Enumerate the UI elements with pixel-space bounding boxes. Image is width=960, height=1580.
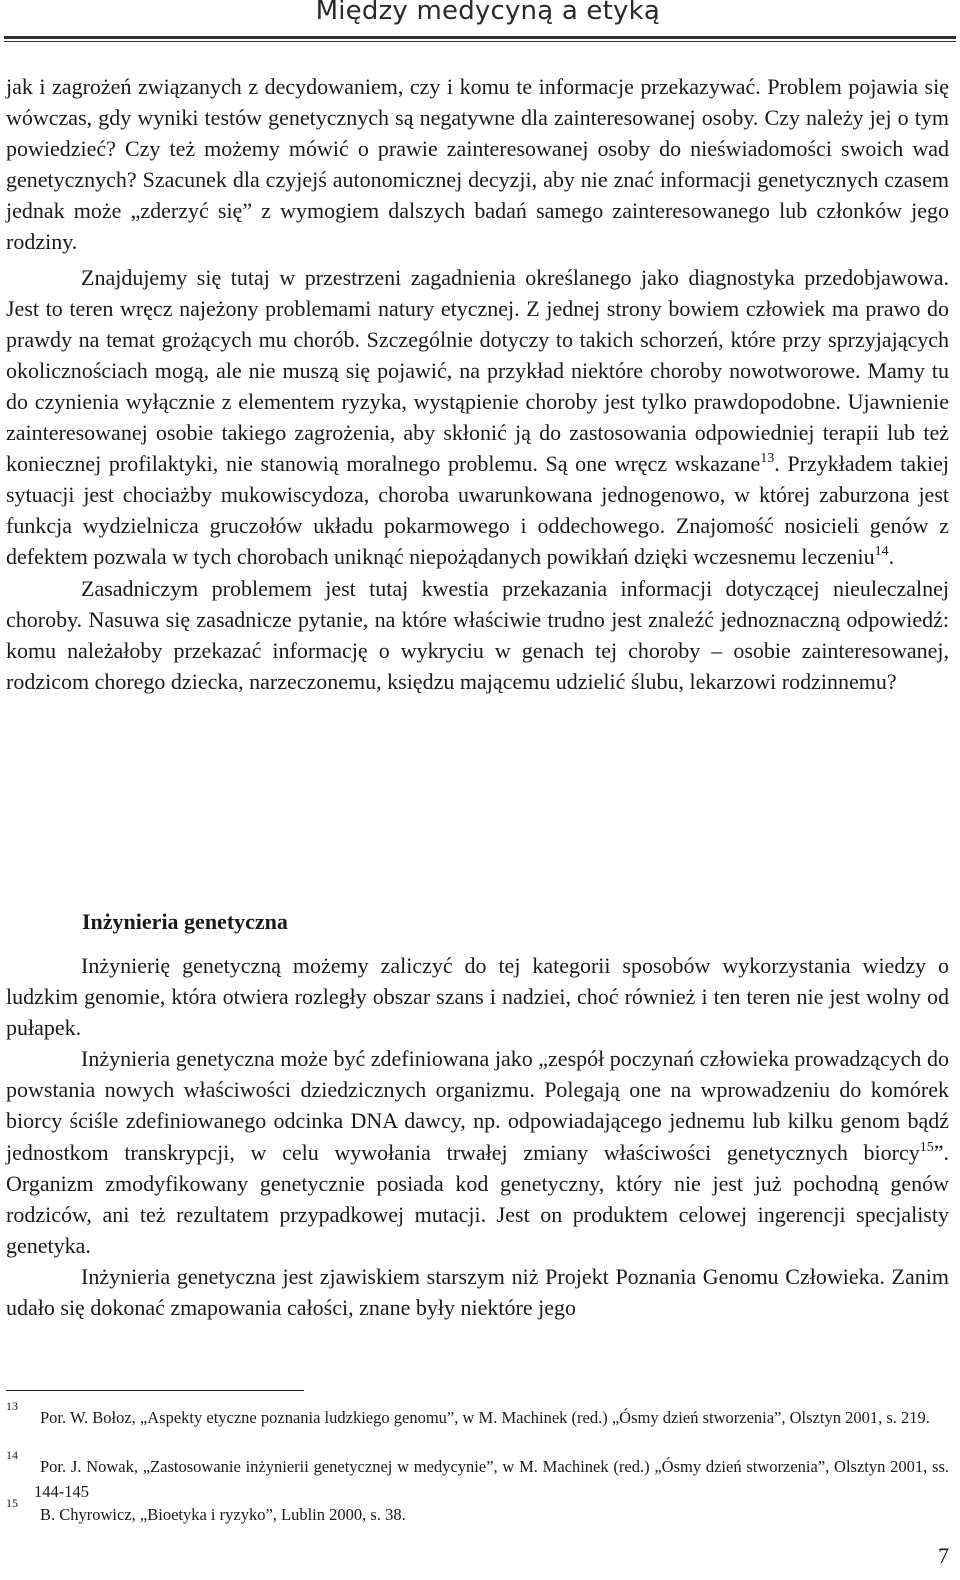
footnote-number: 14 [6, 1448, 18, 1462]
footnote-13 [6, 1399, 949, 1431]
section-heading: Inżynieria genetyczna [82, 909, 288, 934]
paragraph: Znajdujemy się tutaj w przestrzeni zagadnienia określanego jako diagnostyka przedobjawowa. Jest to teren wręcz najeżony problemami natury etycznej. Z jednej strony bowiem człowiek ma prawo do prawdy na temat grożących mu chorób. Szczególnie dotyczy to takich schorzeń, które przy sprzyjających okolicznościach mogą, ale nie muszą się pojawić, na przykład niektóre choroby nowotworowe. Mamy tu do czynienia wyłącznie z elementem ryzyka, wystąpienie choroby jest tylko prawdopodobne. Ujawnienie zainteresowanej osobie takiego zagrożenia, aby skłonić ją do zastosowania odpowiedniej terapii lub też koniecznej profilaktyki, nie stanowią moralnego problemu. Są one wręcz wskazane$^{13}$. Przykładem takiej sytuacji jest chociażby mukowiscydoza, choroba uwarunkowana jednogenowo, w której zaburzona jest funkcja wydzielnicza gruczołów układu pokarmowego i oddechowego. Znajomość nosicieli genów z defektem pozwala w tych chorobach uniknąć niepożądanych powikłań dzięki wczesnemu leczeniu$^{14}$. [6, 264, 949, 570]
paragraph: Inżynieria genetyczna jest zjawiskiem starszym niż Projekt Poznania Genomu Człowieka. Zanim udało się dokonać zmapowania całości, znane były niektóre jego [6, 1263, 949, 1321]
page-number: 7 [938, 1543, 949, 1568]
body-section-diagnostics [6, 71, 949, 697]
footnote-separator [6, 1390, 304, 1391]
body-section-genetic-engineering [6, 950, 949, 1323]
footnote-text: Por. W. Bołoz, „Aspekty etyczne poznania ludzkiego genomu”, w M. Machinek (red.) „Ósmy dzień stworzenia”, Olsztyn 2001, s. 219. [40, 1408, 930, 1427]
header-rule-thin [4, 41, 956, 42]
paragraph: Zasadniczym problemem jest tutaj kwestia przekazania informacji dotyczącej nieuleczalnej choroby. Nasuwa się zasadnicze pytanie, na które właściwie trudno jest znaleźć jednoznaczną odpowiedź: komu należałoby przekazać informację o wykryciu w genach tej choroby – osobie zainteresowanej, rodzicom chorego dziecka, narzeczonemu, księdzu mającemu udzielić ślubu, lekarzowi rodzinnemu? [6, 575, 949, 694]
footnote-ref-14[interactable]: 14 [874, 544, 889, 560]
paragraph: Inżynierię genetyczną możemy zaliczyć do tej kategorii sposobów wykorzystania wiedzy o ludzkim genomie, która otwiera rozległy obszar szans i nadziei, choć również i ten teren nie jest wolny od pułapek. [6, 953, 949, 1041]
footnote-14 [6, 1448, 949, 1504]
running-header-title: Między medycyną a etyką [315, 0, 660, 26]
footnote-text: B. Chyrowicz, „Bioetyka i ryzyko”, Lublin 2000, s. 38. [40, 1505, 406, 1524]
footnote-ref-13[interactable]: 13 [760, 451, 775, 467]
footnote-number: 15 [6, 1496, 18, 1510]
footnote-text: Por. J. Nowak, „Zastosowanie inżynierii genetycznej w medycynie”, w M. Machinek (red.) „Ósmy dzień stworzenia”, Olsztyn 2001, ss. 144-145 [34, 1457, 949, 1501]
footnote-ref-15[interactable]: 15 [919, 1139, 934, 1155]
footnote-number: 13 [6, 1399, 18, 1413]
paragraph: jak i zagrożeń związanych z decydowaniem, czy i komu te informacje przekazywać. Problem pojawia się wówczas, gdy wyniki testów genetycznych są negatywne dla zainteresowanej osoby. Czy należy jej o tym powiedzieć? Czy też możemy mówić o prawie zainteresowanej osoby do nieświadomości swoich wad genetycznych? Szacunek dla czyjejś autonomicznej decyzji, aby nie znać informacji genetycznych czasem jednak może „zderzyć się” z wymogiem dalszych badań samego zainteresowanego lub członków jego rodziny. [6, 74, 949, 255]
footnote-15 [6, 1496, 949, 1528]
header-rule [4, 36, 956, 39]
paragraph: Inżynieria genetyczna może być zdefiniowana jako „zespół poczynań człowieka prowadzących do powstania nowych właściwości dziedzicznych organizmu. Polegają one na wprowadzeniu do komórek biorcy ściśle zdefiniowanego odcinka DNA dawcy, np. odpowiadającego jednemu lub kilku genom bądź jednostkom transkrypcji, w celu wywołania trwałej zmiany właściwości genetycznych biorcy$^{15}$”. Organizm zmodyfikowany genetycznie posiada kod genetyczny, który nie jest już pochodną genów rodziców, ani też rezultatem przypadkowej mutacji. Jest on produktem celowej ingerencji specjalisty genetyka. [6, 1046, 949, 1258]
